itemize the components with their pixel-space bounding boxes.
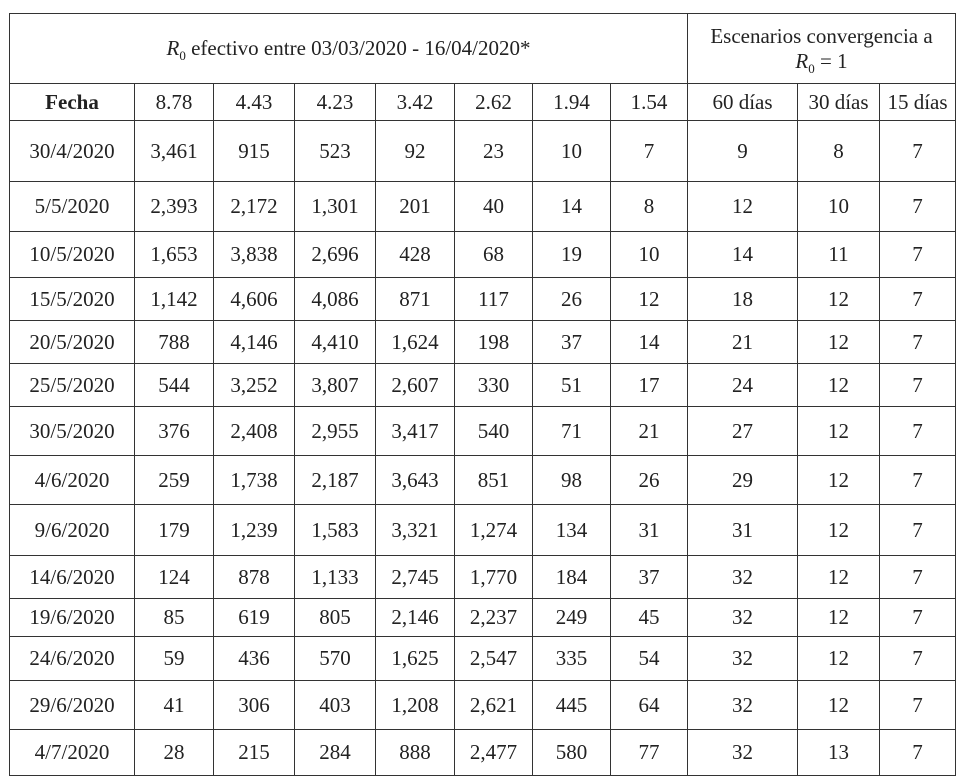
value-cell: 45 — [611, 599, 688, 637]
value-cell: 68 — [455, 232, 533, 278]
value-cell: 31 — [688, 505, 798, 556]
value-cell: 915 — [214, 121, 295, 182]
value-cell: 306 — [214, 681, 295, 730]
value-cell: 32 — [688, 556, 798, 599]
date-cell: 24/6/2020 — [10, 637, 135, 681]
date-cell: 14/6/2020 — [10, 556, 135, 599]
value-cell: 198 — [455, 321, 533, 364]
date-cell: 15/5/2020 — [10, 278, 135, 321]
value-cell: 1,142 — [135, 278, 214, 321]
projection-table — [9, 13, 956, 776]
date-cell: 30/5/2020 — [10, 407, 135, 456]
value-cell: 1,625 — [376, 637, 455, 681]
value-cell: 7 — [880, 599, 956, 637]
value-cell: 27 — [688, 407, 798, 456]
value-cell: 7 — [880, 407, 956, 456]
value-cell: 117 — [455, 278, 533, 321]
header-cell: 8.78 — [135, 84, 214, 121]
value-cell: 14 — [611, 321, 688, 364]
date-cell: 5/5/2020 — [10, 182, 135, 232]
value-cell: 215 — [214, 730, 295, 776]
value-cell: 2,547 — [455, 637, 533, 681]
date-cell: 29/6/2020 — [10, 681, 135, 730]
scenario-title: Escenarios convergencia a $R_0 = 1$ — [688, 14, 956, 84]
value-cell: 12 — [798, 556, 880, 599]
value-cell: 179 — [135, 505, 214, 556]
value-cell: 445 — [533, 681, 611, 730]
value-cell: 7 — [880, 556, 956, 599]
header-cell: 15 días — [880, 84, 956, 121]
value-cell: 540 — [455, 407, 533, 456]
value-cell: 7 — [880, 121, 956, 182]
value-cell: 54 — [611, 637, 688, 681]
value-cell: 7 — [880, 681, 956, 730]
table-row — [10, 321, 956, 364]
value-cell: 10 — [611, 232, 688, 278]
value-cell: 28 — [135, 730, 214, 776]
value-cell: 8 — [611, 182, 688, 232]
table-body — [10, 121, 956, 776]
value-cell: 12 — [798, 599, 880, 637]
table-row — [10, 730, 956, 776]
value-cell: 134 — [533, 505, 611, 556]
value-cell: 7 — [880, 182, 956, 232]
value-cell: 32 — [688, 730, 798, 776]
value-cell: 1,208 — [376, 681, 455, 730]
date-cell: 30/4/2020 — [10, 121, 135, 182]
value-cell: 10 — [533, 121, 611, 182]
value-cell: 26 — [533, 278, 611, 321]
header-cell: 1.54 — [611, 84, 688, 121]
value-cell: 11 — [798, 232, 880, 278]
value-cell: 1,770 — [455, 556, 533, 599]
value-cell: 59 — [135, 637, 214, 681]
value-cell: 580 — [533, 730, 611, 776]
table-row — [10, 364, 956, 407]
value-cell: 2,607 — [376, 364, 455, 407]
value-cell: 1,624 — [376, 321, 455, 364]
value-cell: 201 — [376, 182, 455, 232]
value-cell: 12 — [798, 407, 880, 456]
value-cell: 888 — [376, 730, 455, 776]
value-cell: 570 — [295, 637, 376, 681]
header-row — [10, 84, 956, 121]
date-cell: 25/5/2020 — [10, 364, 135, 407]
value-cell: 7 — [880, 278, 956, 321]
value-cell: 32 — [688, 681, 798, 730]
value-cell: 7 — [880, 364, 956, 407]
value-cell: 13 — [798, 730, 880, 776]
value-cell: 335 — [533, 637, 611, 681]
value-cell: 3,252 — [214, 364, 295, 407]
value-cell: 4,086 — [295, 278, 376, 321]
value-cell: 7 — [880, 232, 956, 278]
value-cell: 249 — [533, 599, 611, 637]
value-cell: 17 — [611, 364, 688, 407]
table-row — [10, 232, 956, 278]
table-row — [10, 182, 956, 232]
date-cell: 10/5/2020 — [10, 232, 135, 278]
header-cell: Fecha — [10, 84, 135, 121]
value-cell: 21 — [611, 407, 688, 456]
header-cell: 30 días — [798, 84, 880, 121]
table-row — [10, 681, 956, 730]
r0-title: $R_0$ efectivo entre 03/03/2020 - 16/04/2020* — [10, 14, 688, 84]
table-row — [10, 407, 956, 456]
value-cell: 124 — [135, 556, 214, 599]
value-cell: 14 — [533, 182, 611, 232]
value-cell: 805 — [295, 599, 376, 637]
value-cell: 26 — [611, 456, 688, 505]
value-cell: 1,738 — [214, 456, 295, 505]
value-cell: 12 — [798, 321, 880, 364]
value-cell: 31 — [611, 505, 688, 556]
value-cell: 428 — [376, 232, 455, 278]
value-cell: 403 — [295, 681, 376, 730]
value-cell: 2,408 — [214, 407, 295, 456]
value-cell: 8 — [798, 121, 880, 182]
table-row — [10, 278, 956, 321]
value-cell: 10 — [798, 182, 880, 232]
value-cell: 12 — [798, 681, 880, 730]
value-cell: 85 — [135, 599, 214, 637]
value-cell: 12 — [798, 637, 880, 681]
value-cell: 7 — [880, 505, 956, 556]
value-cell: 2,172 — [214, 182, 295, 232]
date-cell: 4/6/2020 — [10, 456, 135, 505]
value-cell: 3,643 — [376, 456, 455, 505]
value-cell: 1,653 — [135, 232, 214, 278]
value-cell: 23 — [455, 121, 533, 182]
header-cell: 4.23 — [295, 84, 376, 121]
value-cell: 18 — [688, 278, 798, 321]
value-cell: 184 — [533, 556, 611, 599]
title-row — [10, 14, 956, 84]
value-cell: 2,393 — [135, 182, 214, 232]
header-cell: 4.43 — [214, 84, 295, 121]
value-cell: 12 — [798, 278, 880, 321]
value-cell: 24 — [688, 364, 798, 407]
value-cell: 851 — [455, 456, 533, 505]
value-cell: 1,583 — [295, 505, 376, 556]
value-cell: 436 — [214, 637, 295, 681]
value-cell: 4,146 — [214, 321, 295, 364]
value-cell: 2,745 — [376, 556, 455, 599]
value-cell: 37 — [611, 556, 688, 599]
value-cell: 98 — [533, 456, 611, 505]
value-cell: 2,621 — [455, 681, 533, 730]
value-cell: 2,477 — [455, 730, 533, 776]
value-cell: 77 — [611, 730, 688, 776]
value-cell: 37 — [533, 321, 611, 364]
table-row — [10, 121, 956, 182]
value-cell: 2,696 — [295, 232, 376, 278]
value-cell: 14 — [688, 232, 798, 278]
table-row — [10, 599, 956, 637]
value-cell: 41 — [135, 681, 214, 730]
value-cell: 330 — [455, 364, 533, 407]
header-cell: 60 días — [688, 84, 798, 121]
value-cell: 7 — [880, 456, 956, 505]
value-cell: 21 — [688, 321, 798, 364]
value-cell: 1,301 — [295, 182, 376, 232]
value-cell: 619 — [214, 599, 295, 637]
table-row — [10, 505, 956, 556]
value-cell: 32 — [688, 599, 798, 637]
value-cell: 3,321 — [376, 505, 455, 556]
value-cell: 1,239 — [214, 505, 295, 556]
value-cell: 7 — [611, 121, 688, 182]
value-cell: 1,133 — [295, 556, 376, 599]
value-cell: 3,838 — [214, 232, 295, 278]
value-cell: 40 — [455, 182, 533, 232]
value-cell: 12 — [688, 182, 798, 232]
value-cell: 71 — [533, 407, 611, 456]
table-row — [10, 556, 956, 599]
value-cell: 788 — [135, 321, 214, 364]
value-cell: 2,187 — [295, 456, 376, 505]
date-cell: 20/5/2020 — [10, 321, 135, 364]
value-cell: 19 — [533, 232, 611, 278]
value-cell: 376 — [135, 407, 214, 456]
value-cell: 7 — [880, 730, 956, 776]
value-cell: 878 — [214, 556, 295, 599]
value-cell: 523 — [295, 121, 376, 182]
value-cell: 1,274 — [455, 505, 533, 556]
value-cell: 7 — [880, 637, 956, 681]
value-cell: 284 — [295, 730, 376, 776]
header-cell: 2.62 — [455, 84, 533, 121]
value-cell: 51 — [533, 364, 611, 407]
value-cell: 29 — [688, 456, 798, 505]
table-row — [10, 456, 956, 505]
value-cell: 4,606 — [214, 278, 295, 321]
value-cell: 12 — [798, 505, 880, 556]
value-cell: 12 — [798, 364, 880, 407]
value-cell: 544 — [135, 364, 214, 407]
value-cell: 92 — [376, 121, 455, 182]
table-row — [10, 637, 956, 681]
value-cell: 4,410 — [295, 321, 376, 364]
date-cell: 19/6/2020 — [10, 599, 135, 637]
header-cell: 1.94 — [533, 84, 611, 121]
value-cell: 9 — [688, 121, 798, 182]
value-cell: 7 — [880, 321, 956, 364]
value-cell: 2,955 — [295, 407, 376, 456]
value-cell: 2,237 — [455, 599, 533, 637]
value-cell: 3,807 — [295, 364, 376, 407]
value-cell: 3,461 — [135, 121, 214, 182]
header-cell: 3.42 — [376, 84, 455, 121]
value-cell: 3,417 — [376, 407, 455, 456]
value-cell: 64 — [611, 681, 688, 730]
value-cell: 12 — [611, 278, 688, 321]
value-cell: 871 — [376, 278, 455, 321]
date-cell: 4/7/2020 — [10, 730, 135, 776]
value-cell: 32 — [688, 637, 798, 681]
date-cell: 9/6/2020 — [10, 505, 135, 556]
value-cell: 259 — [135, 456, 214, 505]
value-cell: 12 — [798, 456, 880, 505]
value-cell: 2,146 — [376, 599, 455, 637]
